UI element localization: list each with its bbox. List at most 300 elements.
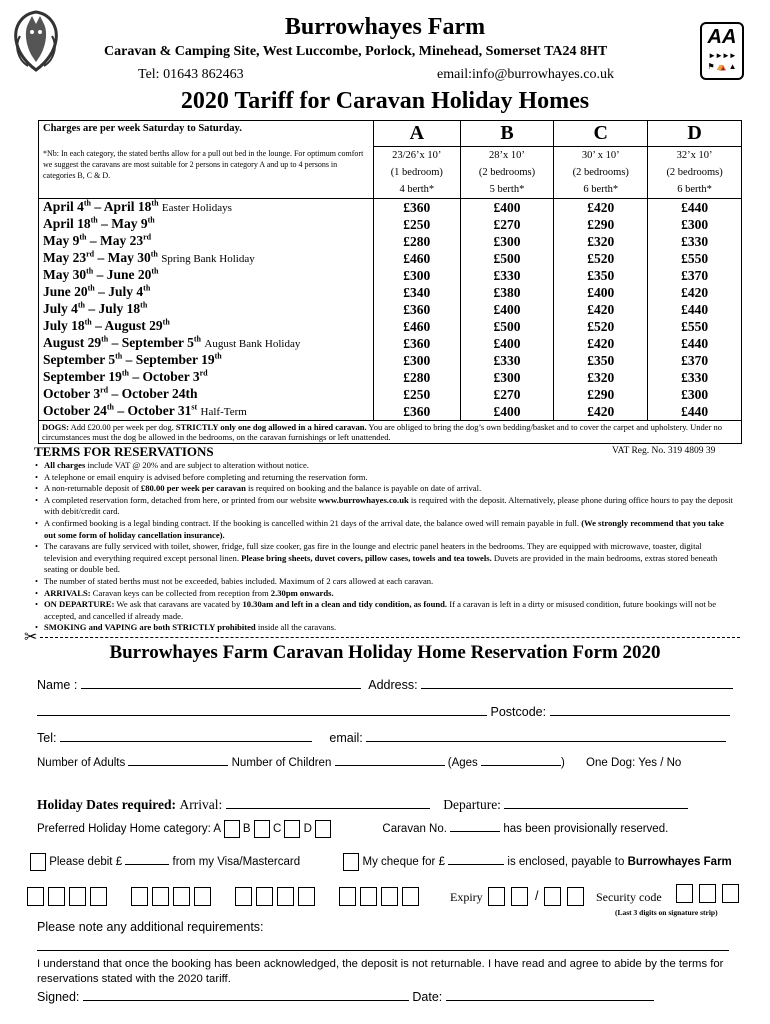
postcode-label: Postcode: [490, 705, 547, 719]
period-to-suffix: th [151, 198, 159, 208]
cheque-suffix: is enclosed, payable to [507, 856, 625, 869]
period-dash: – [95, 318, 102, 333]
table-header-notes [39, 121, 374, 199]
price-cell: £550 [648, 318, 742, 335]
period-dash: – [111, 386, 119, 401]
period-note: Easter Holidays [161, 202, 232, 214]
period-dash: – [125, 352, 133, 367]
adults-label: Number of Adults [37, 757, 126, 769]
terms-bold-text: Please bring sheets, duvet covers, pillow cases, towels and tea towels. [241, 552, 492, 563]
category-size: 28’x 10’ [489, 150, 525, 161]
period-to-suffix: th [143, 283, 151, 293]
category-spec [648, 147, 742, 199]
card-digit-box[interactable] [360, 887, 377, 906]
category-berth: 6 berth* [677, 184, 712, 195]
price-cell: £420 [648, 284, 742, 301]
period-cell [39, 216, 374, 233]
period-to: October 24th [121, 386, 198, 401]
security-code-hint: (Last 3 digits on signature strip) [615, 908, 718, 917]
price-cell: £360 [374, 403, 461, 421]
vat-number: VAT Reg. No. 319 4809 39 [612, 446, 716, 456]
price-cell: £520 [554, 250, 648, 267]
price-cell: £290 [554, 386, 648, 403]
card-digit-box[interactable] [152, 887, 169, 906]
period-from-suffix: th [86, 266, 94, 276]
period-dash: – [101, 216, 108, 231]
terms-item [34, 541, 734, 576]
holiday-dates-label: Holiday Dates required: [37, 797, 177, 812]
price-cell: £330 [460, 267, 554, 284]
price-cell: £500 [460, 318, 554, 335]
price-cell: £250 [374, 386, 461, 403]
ages-close: ) [561, 757, 565, 769]
pennant-rating-icon: ►►►► [708, 51, 736, 60]
category-berth: 4 berth* [399, 184, 435, 195]
email-label: email: [329, 731, 363, 745]
guests-row [37, 754, 681, 769]
period-to: August 29 [104, 318, 163, 333]
terms-bold-text: All charges [44, 460, 86, 470]
period-to-suffix: th [193, 334, 202, 344]
price-cell: £460 [374, 250, 461, 267]
card-digit-box[interactable] [298, 887, 315, 906]
category-d-checkbox[interactable] [315, 820, 331, 838]
price-cell: £340 [374, 284, 461, 301]
address-field[interactable] [421, 677, 733, 689]
period-from: May 9 [43, 233, 80, 248]
price-cell: £250 [374, 216, 461, 233]
category-berth: 6 berth* [583, 184, 619, 195]
period-from: October 24 [43, 403, 107, 418]
price-cell: £320 [554, 233, 648, 250]
debit-checkbox[interactable] [30, 853, 46, 871]
tel-field[interactable] [60, 730, 312, 742]
price-cell: £380 [460, 284, 554, 301]
terms-text: is required on booking and the balance is payable on date of arrival. [245, 483, 482, 494]
price-cell: £350 [554, 267, 648, 284]
period-from-suffix: rd [100, 385, 109, 395]
terms-item [34, 472, 734, 484]
tariff-row [39, 369, 742, 386]
tel-label: Tel: [37, 731, 57, 745]
period-to-suffix: rd [199, 368, 208, 378]
cheque-amount-field[interactable] [448, 853, 504, 865]
period-cell [39, 199, 374, 217]
card-digit-box[interactable] [194, 887, 211, 906]
category-a-checkbox[interactable] [224, 820, 240, 838]
price-cell: £440 [648, 335, 742, 352]
price-cell: £460 [374, 318, 461, 335]
price-cell: £350 [554, 352, 648, 369]
period-from: July 18 [43, 318, 85, 333]
tariff-row [39, 216, 742, 233]
price-cell: £300 [648, 386, 742, 403]
card-digit-box[interactable] [173, 887, 190, 906]
terms-item [34, 576, 734, 588]
category-spec [554, 147, 648, 199]
period-cell [39, 335, 374, 352]
period-from-suffix: rd [86, 249, 95, 259]
terms-bold-text: www.burrowhayes.co.uk [318, 494, 409, 505]
price-cell: £270 [460, 216, 554, 233]
terms-item [34, 495, 734, 518]
berth-note: *Nb: In each category, the stated berths allow for a pull out bed in the lounge. For optimum comfort we suggest the caravans are most suitable for 2 persons in category A and up to 4 persons in categories B, C & D. [43, 149, 364, 180]
category-letter: D [648, 121, 742, 147]
name-field[interactable] [81, 677, 361, 689]
price-cell: £400 [554, 284, 648, 301]
tariff-row [39, 233, 742, 250]
reserved-text: has been provisionally reserved. [503, 823, 669, 836]
period-from-suffix: th [121, 368, 129, 378]
ages-field[interactable] [481, 754, 561, 766]
caravan-no-field[interactable] [450, 820, 500, 832]
terms-text: Caravan keys can be collected from reception from [90, 587, 271, 598]
price-cell: £400 [460, 335, 554, 352]
card-digit-box[interactable] [27, 887, 44, 906]
period-from-suffix: th [84, 317, 92, 327]
card-digit-box[interactable] [339, 887, 356, 906]
tariff-row [39, 403, 742, 421]
dogs-limit: STRICTLY only one dog allowed in a hired caravan. [175, 422, 367, 432]
expiry-separator: / [535, 889, 539, 903]
terms-item [34, 483, 734, 495]
period-from: October 3 [43, 386, 101, 401]
category-b-label: B [242, 823, 251, 836]
period-dash: – [132, 369, 140, 384]
aa-badge-text: AA [707, 26, 737, 48]
terms-text: A non-returnable deposit of [44, 483, 141, 494]
period-to: October 31 [127, 403, 192, 418]
dogs-label: DOGS: [42, 422, 69, 432]
tariff-row [39, 335, 742, 352]
period-cell [39, 233, 374, 250]
terms-text: A completed reservation form, detached from here, or printed from our website [44, 494, 319, 505]
card-digit-box[interactable] [256, 887, 273, 906]
dog-option[interactable]: One Dog: Yes / No [586, 757, 682, 769]
dogs-fee: Add £20.00 per week per dog. [70, 422, 174, 432]
expiry-month-box[interactable] [488, 887, 505, 906]
period-cell [39, 386, 374, 403]
period-from: September 19 [43, 369, 122, 384]
category-b-checkbox[interactable] [254, 820, 270, 838]
address-row-2 [37, 704, 730, 719]
terms-bold-text: (We strongly recommend that you take out some form of holiday cancellation insurance). [44, 517, 724, 540]
name-label: Name : [37, 678, 78, 692]
card-digit-box[interactable] [69, 887, 86, 906]
terms-item [34, 588, 734, 600]
terms-bold-text: ON DEPARTURE: [44, 599, 115, 610]
expiry-year-box[interactable] [544, 887, 561, 906]
tariff-row [39, 267, 742, 284]
category-berth: 5 berth* [489, 184, 525, 195]
terms-text: is required with the deposit. Alternatively, please phone during office hours to pay the deposit with debit/credit card. [44, 494, 733, 517]
terms-item [34, 460, 734, 472]
terms-text: inside all the caravans. [255, 622, 337, 633]
period-to-suffix: th [151, 266, 159, 276]
period-dash: – [88, 301, 96, 316]
period-from: June 20 [43, 284, 88, 299]
price-cell: £440 [648, 403, 742, 421]
period-to: May 23 [100, 233, 144, 248]
terms-item [34, 518, 734, 541]
price-cell: £330 [648, 233, 742, 250]
category-bedrooms: (2 bedrooms) [572, 167, 629, 178]
address-label: Address: [368, 678, 418, 692]
terms-item [34, 622, 734, 634]
period-from-suffix: th [83, 198, 92, 208]
price-cell: £280 [374, 369, 461, 386]
period-dash: – [111, 335, 119, 350]
card-digit-box[interactable] [277, 887, 294, 906]
category-bedrooms: (1 bedroom) [390, 167, 443, 178]
price-cell: £370 [648, 352, 742, 369]
terms-bold-text: ARRIVALS: [44, 587, 91, 598]
category-c-label: C [272, 823, 282, 836]
security-code-box[interactable] [676, 884, 693, 903]
departure-field[interactable] [504, 797, 688, 809]
period-dash: – [94, 199, 102, 214]
period-from-suffix: th [101, 334, 109, 344]
period-cell [39, 250, 374, 267]
period-from: April 4 [43, 199, 84, 214]
price-cell: £290 [554, 216, 648, 233]
price-cell: £330 [460, 352, 554, 369]
period-cell [39, 301, 374, 318]
card-digit-box[interactable] [48, 887, 65, 906]
tariff-table [38, 120, 742, 444]
charges-note: Charges are per week Saturday to Saturday. [43, 123, 242, 134]
payee-name: Burrowhayes Farm [627, 856, 732, 869]
period-cell [39, 352, 374, 369]
period-dash: – [98, 284, 105, 299]
period-from: September 5 [43, 352, 116, 367]
category-a-label: A [213, 823, 221, 836]
terms-text: A telephone or email enquiry is advised before completing and returning the reservation form. [44, 471, 368, 482]
tariff-row [39, 199, 742, 217]
period-dash: – [89, 233, 97, 248]
period-dash: – [97, 250, 105, 265]
period-to: September 19 [135, 352, 215, 367]
period-from: May 23 [43, 250, 87, 265]
category-label: Preferred Holiday Home category: [37, 823, 211, 836]
price-cell: £420 [554, 199, 648, 217]
terms-text: We ask that caravans are vacated by [114, 599, 243, 610]
tariff-row [39, 250, 742, 267]
address-line-2-field[interactable] [37, 704, 487, 716]
security-code-box[interactable] [699, 884, 716, 903]
category-letter: C [554, 121, 648, 147]
terms-text: The number of stated berths must not be exceeded, babies included. Maximum of 2 cars allowed at each caravan. [44, 575, 434, 586]
period-note: August Bank Holiday [204, 338, 301, 350]
category-bedrooms: (2 bedrooms) [666, 167, 723, 178]
period-dash: – [117, 403, 125, 418]
expiry-label: Expiry [450, 890, 483, 904]
period-note: Spring Bank Holiday [161, 253, 255, 265]
terms-title: TERMS FOR RESERVATIONS [34, 444, 214, 459]
period-from-suffix: th [77, 300, 86, 310]
terms-bold-text: SMOKING and VAPING are both STRICTLY prohibited [44, 622, 256, 633]
contact-row [37, 730, 726, 745]
price-cell: £520 [554, 318, 648, 335]
price-cell: £360 [374, 199, 461, 217]
arrival-label: Arrival: [179, 797, 223, 812]
card-digit-box[interactable] [131, 887, 148, 906]
price-cell: £400 [460, 301, 554, 318]
period-cell [39, 403, 374, 421]
tariff-row [39, 318, 742, 335]
cheque-checkbox[interactable] [343, 853, 359, 871]
category-row [37, 820, 668, 838]
aa-rating-badge [700, 22, 744, 80]
children-field[interactable] [335, 754, 445, 766]
payment-row [30, 853, 732, 871]
expiry-year-box[interactable] [567, 887, 584, 906]
price-cell: £360 [374, 301, 461, 318]
period-cell [39, 284, 374, 301]
price-cell: £270 [460, 386, 554, 403]
signature-row [37, 989, 654, 1004]
tariff-row [39, 352, 742, 369]
period-cell [39, 267, 374, 284]
price-cell: £300 [460, 369, 554, 386]
period-to-suffix: th [140, 300, 148, 310]
period-to: June 20 [106, 267, 152, 282]
agreement-text: I understand that once the booking has been acknowledged, the deposit is not returnable. I have read and agree to abide by the terms for reservations stated with the 2020 tariff. [37, 958, 724, 985]
period-to: October 3 [142, 369, 200, 384]
adults-field[interactable] [128, 754, 228, 766]
period-to-suffix: rd [143, 232, 152, 242]
terms-bold-text: 10.30am and left in a clean and tidy condition, as found. [242, 599, 448, 610]
terms-text: Duvets are provided in the main bedrooms, extras stored beneath seating or double bed. [44, 552, 718, 575]
period-from: July 4 [43, 301, 78, 316]
security-code-box[interactable] [722, 884, 739, 903]
farm-address: Caravan & Camping Site, West Luccombe, Porlock, Minehead, Somerset TA24 8HT [104, 44, 608, 59]
price-cell: £500 [460, 250, 554, 267]
period-to-suffix: th [150, 249, 158, 259]
price-cell: £300 [374, 267, 461, 284]
caravan-no-label: Caravan No. [382, 823, 447, 836]
cheque-label: My cheque for £ [362, 856, 445, 869]
category-letter: A [374, 121, 461, 147]
terms-bold-text: £80.00 per week per caravan [140, 483, 246, 494]
reservation-form-title: Burrowhayes Farm Caravan Holiday Home Reservation Form 2020 [109, 642, 661, 663]
card-digit-box[interactable] [402, 887, 419, 906]
tariff-row [39, 284, 742, 301]
card-digit-box[interactable] [235, 887, 252, 906]
dates-row [37, 797, 688, 813]
price-cell: £370 [648, 267, 742, 284]
farm-telephone: Tel: 01643 862463 [138, 67, 244, 82]
price-cell: £300 [648, 216, 742, 233]
postcode-field[interactable] [550, 704, 730, 716]
price-cell: £440 [648, 199, 742, 217]
email-field[interactable] [366, 730, 726, 742]
price-cell: £400 [460, 403, 554, 421]
debit-label: Please debit £ [49, 856, 123, 869]
period-to-suffix: th [162, 317, 170, 327]
campsite-facility-icons: ⚑ ⛺ ▲ [707, 62, 737, 71]
expiry-month-box[interactable] [511, 887, 528, 906]
price-cell: £420 [554, 301, 648, 318]
terms-item [34, 599, 734, 622]
departure-label: Departure: [443, 797, 501, 812]
debit-amount-field[interactable] [125, 853, 169, 865]
period-from: May 30 [43, 267, 87, 282]
period-cell [39, 369, 374, 386]
category-size: 30’ x 10’ [581, 150, 620, 161]
price-cell: £400 [460, 199, 554, 217]
period-to: May 9 [111, 216, 148, 231]
category-size: 23/26’x 10’ [392, 150, 442, 161]
category-spec [460, 147, 554, 199]
period-from-suffix: th [115, 351, 123, 361]
category-size: 32’x 10’ [676, 150, 713, 161]
terms-list [34, 460, 734, 634]
period-to-suffix: th [147, 215, 155, 225]
period-to: July 18 [98, 301, 141, 316]
terms-text: A confirmed booking is a legal binding contract. If the booking is cancelled within 21 days of the arrival date, the balance owed will remain payable in full. [44, 517, 582, 528]
period-to: July 4 [108, 284, 144, 299]
period-to: May 30 [107, 250, 151, 265]
tariff-row [39, 386, 742, 403]
date-field[interactable] [446, 989, 654, 1001]
terms-text: include VAT @ 20% and are subject to alteration without notice. [85, 460, 309, 470]
farm-name: Burrowhayes Farm [284, 14, 486, 40]
card-digit-box[interactable] [90, 887, 107, 906]
category-spec [374, 147, 461, 199]
price-cell: £300 [460, 233, 554, 250]
price-cell: £330 [648, 369, 742, 386]
period-from-suffix: th [90, 215, 98, 225]
price-cell: £280 [374, 233, 461, 250]
price-cell: £440 [648, 301, 742, 318]
ages-label: (Ages [447, 757, 478, 769]
terms-text: If a caravan is left in a dirty or misused condition, future bookings will not be accepted, and cancelled if already made. [44, 599, 717, 621]
dogs-policy [39, 421, 742, 444]
signature-field[interactable] [83, 989, 409, 1001]
period-from: August 29 [43, 335, 102, 350]
requirements-label: Please note any additional requirements: [37, 920, 264, 934]
terms-text: The caravans are fully serviced with toilet, shower, fridge, full size cooker, gas fire in the lounge and electric panel heaters in the bedrooms. They are equipped with microwave, toaster, digital television and everything required except personal linen. [44, 541, 702, 563]
arrival-field[interactable] [226, 797, 430, 809]
name-row [37, 677, 733, 692]
price-cell: £300 [374, 352, 461, 369]
scissors-icon: ✂ [24, 629, 38, 646]
price-cell: £320 [554, 369, 648, 386]
card-digit-box[interactable] [381, 887, 398, 906]
price-cell: £420 [554, 335, 648, 352]
category-d-label: D [303, 823, 312, 836]
period-from: April 18 [43, 216, 91, 231]
cut-line [40, 637, 740, 638]
period-to-suffix: st [191, 402, 198, 412]
tariff-row [39, 301, 742, 318]
period-dash: – [96, 267, 104, 282]
period-to: September 5 [121, 335, 194, 350]
price-cell: £550 [648, 250, 742, 267]
requirements-field[interactable] [37, 950, 729, 951]
category-c-checkbox[interactable] [284, 820, 300, 838]
period-cell [39, 318, 374, 335]
signed-label: Signed: [37, 990, 80, 1004]
security-code-label: Security code [596, 890, 662, 904]
farm-email: email:info@burrowhayes.co.uk [437, 67, 614, 82]
dogs-rules: You are obliged to bring the dog’s own bedding/basket and to cover the carpet and upholstery. Under no circumstances must the dog be allowed in the bedrooms, on the caravan furnishings or left unattended. [42, 422, 723, 442]
category-letter: B [460, 121, 554, 147]
terms-bold-text: 2.30pm onwards. [270, 587, 334, 598]
tariff-title: 2020 Tariff for Caravan Holiday Homes [180, 88, 590, 114]
price-cell: £420 [554, 403, 648, 421]
